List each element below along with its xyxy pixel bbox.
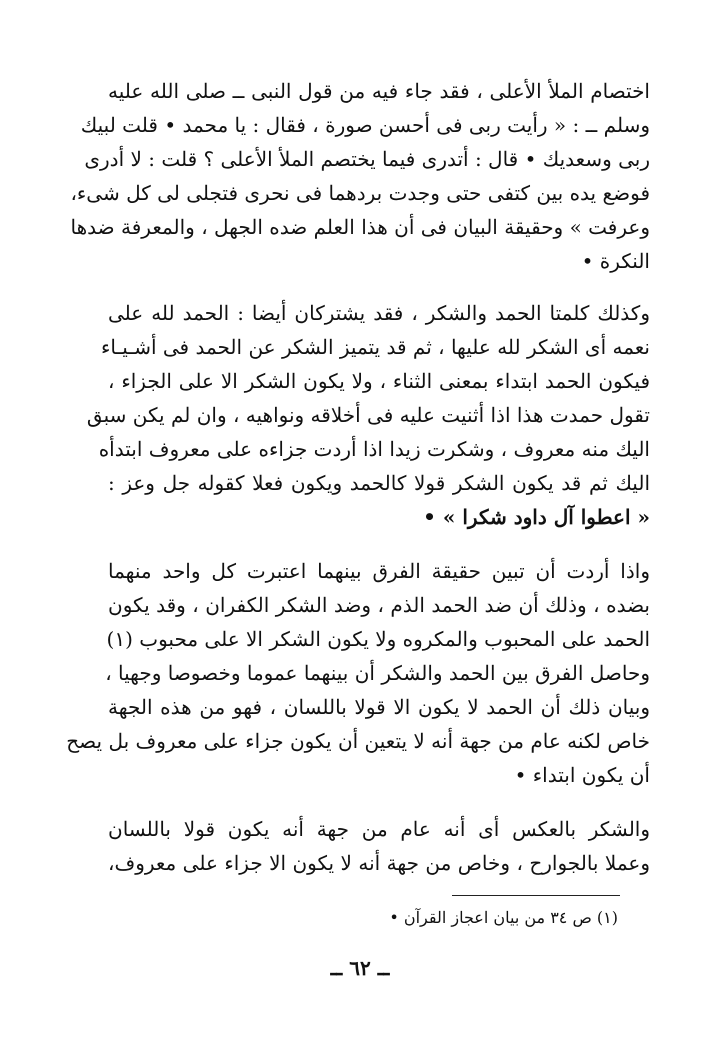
paragraph-4 (108, 812, 650, 880)
text-line: وسلم ــ : « رأيت ربى فى أحسن صورة ، فقال : يا محمد • قلت لبيك (80, 113, 650, 137)
paragraph-1 (70, 74, 650, 278)
text-line: وبيان ذلك أن الحمد لا يكون الا قولا باللسان ، فهو من هذه الجهة (108, 695, 651, 719)
text-line: خاص لكنه عام من جهة أنه لا يتعين أن يكون جزاء على معروف بل يصح (66, 729, 650, 753)
text-line: أن يكون ابتداء • (514, 763, 650, 787)
text-line: وحاصل الفرق بين الحمد والشكر أن بينهما عموما وخصوصا وجهيا ، (105, 661, 650, 685)
text-line: اختصام الملأ الأعلى ، فقد جاء فيه من قول النبى ــ صلى الله عليه (108, 79, 650, 103)
paragraph-3 (66, 554, 651, 792)
page-number: ــ ٦٢ ــ (330, 956, 390, 980)
text-line: النكرة • (581, 249, 650, 273)
quran-quote-line: « اعطوا آل داود شكرا » • (423, 505, 650, 529)
text-line: بضده ، وذلك أن ضد الحمد الذم ، وضد الشكر الكفران ، وقد يكون (108, 593, 650, 617)
text-line: واذا أردت أن تبين حقيقة الفرق بينهما اعتبرت كل واحد منهما (108, 559, 650, 583)
text-line: تقول حمدت هذا اذا أثنيت عليه فى أخلاقه ونواهيه ، وان لم يكن سبق (86, 403, 650, 427)
text-line: والشكر بالعكس أى أنه عام من جهة أنه يكون قولا باللسان (108, 817, 650, 841)
footnote-divider (452, 895, 620, 896)
text-line: وكذلك كلمتا الحمد والشكر ، فقد يشتركان أيضا : الحمد لله على (108, 301, 650, 325)
text-line: وعرفت » وحقيقة البيان فى أن هذا العلم ضده الجهل ، والمعرفة ضدها (70, 215, 650, 239)
footnote: (١) ص ٣٤ من بيان اعجاز القرآن • (389, 908, 618, 927)
paragraph-2 (86, 296, 650, 534)
text-line: اليك ثم قد يكون الشكر قولا كالحمد ويكون فعلا كقوله جل وعز : (108, 471, 650, 495)
text-line: فيكون الحمد ابتداء بمعنى الثناء ، ولا يكون الشكر الا على الجزاء ، (108, 369, 650, 393)
text-line: نعمه أى الشكر لله عليها ، ثم قد يتميز الشكر عن الحمد فى أشـيـاء (100, 335, 650, 359)
text-line: الحمد على المحبوب والمكروه ولا يكون الشكر الا على محبوب (١) (106, 627, 650, 651)
text-line: اليك منه معروف ، وشكرت زيدا اذا أردت جزاءه على معروف ابتدأه (98, 437, 650, 461)
text-line: وعملا بالجوارح ، وخاص من جهة أنه لا يكون الا جزاء على معروف، (108, 851, 650, 875)
text-line: فوضع يده بين كتفى حتى وجدت بردهما فى نحرى فتجلى لى كل شىء، (70, 181, 650, 205)
text-line: ربى وسعديك • قال : أتدرى فيما يختصم الملأ الأعلى ؟ قلت : لا أدرى (84, 147, 650, 171)
